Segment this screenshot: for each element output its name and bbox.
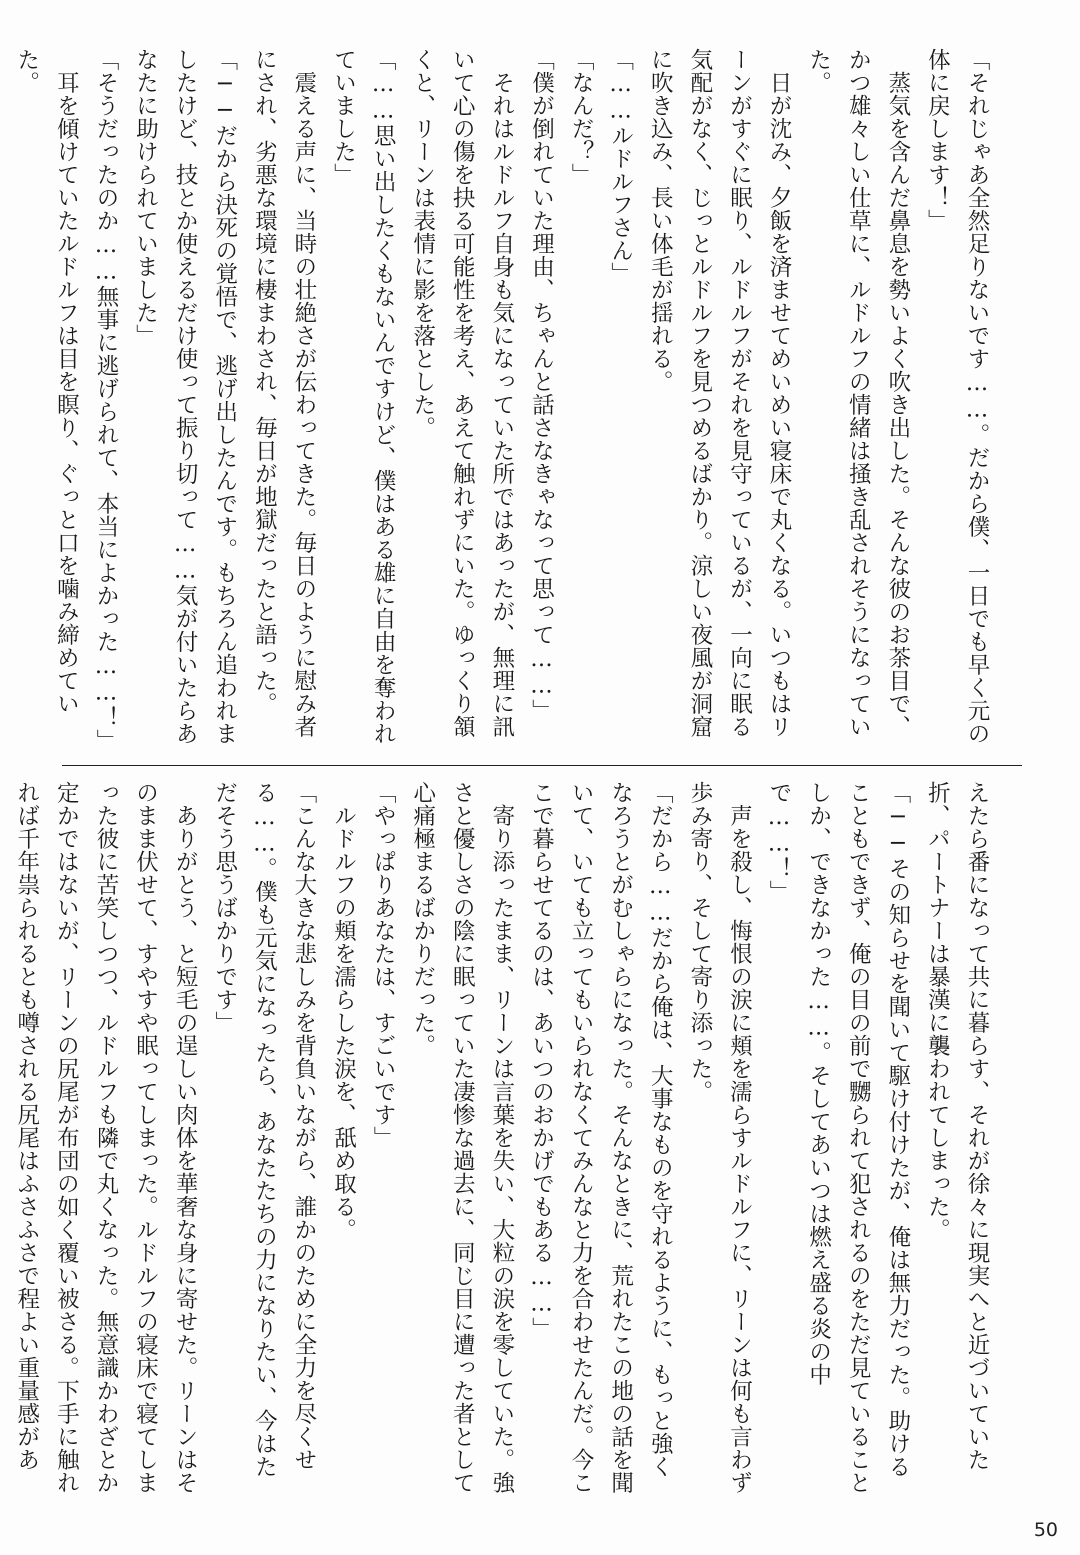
lower-paragraph: 「やっぱりあなたは、すごいです」 [370, 781, 397, 1149]
lower-paragraph: ありがとう、と短毛の逞しい肉体を華奢な身に寄せた。リーンはそのまま伏せて、すやすや眠ってしまった。ルドルフの寝床で寝てしまった彼に苦笑しつつ、ルドルフも隣で丸くなった。無意識かわざとか定かではないが、リーンの尻尾が布団の如く覆い被さる。下手に触れれば千年祟られるとも噂される尻尾はふさふさで程よい重量感があ [13, 781, 199, 1494]
lower-paragraph: 「──その知らせを聞いて駆け付けたが、俺は無力だった。助けることもできず、俺の目の前で嬲られて犯されるのをただ見ていることしか、できなかった……。そしてあいつは燃え盛る炎の中で……！」 [766, 781, 911, 1494]
upper-paragraph [0, 48, 6, 754]
lower-paragraph: 「だから……だから俺は、大事なものを守れるように、もっと強くなろうとがむしゃらになった。そんなときに、荒れたこの地の話を聞いて、いても立ってもいられなくてみんなと力を合わせたんだ。今ここで暮らせてるのは、あいつのおかげでもある……」 [528, 781, 674, 1494]
upper-paragraph: 蒸気を含んだ鼻息を勢いよく吹き出した。そんな彼のお茶目で、かつ雄々しい仕草に、ルドルフの情緒は掻き乱されそうになっていた。 [805, 48, 911, 738]
upper-paragraph: 「──だから決死の覚悟で、逃げ出したんです。もちろん追われましたけど、技とか使えるだけ使って振り切って……気が付いたらあなたに助けられていました」 [132, 48, 238, 745]
upper-paragraph: 「なんだ？」 [568, 48, 595, 186]
lower-paragraph: 「こんな大きな悲しみを背負いながら、誰かのために全力を尽くせる……。僕も元気になったら、あなたたちの力になりたい、今はただそう思うばかりです」 [211, 781, 317, 1478]
upper-paragraph: 「僕が倒れていた理由、ちゃんと話さなきゃなって思って……」 [528, 48, 555, 722]
upper-paragraph: 「そうだったのか……無事に逃げられて、本当によかった……！」 [92, 48, 119, 752]
upper-paragraph: 震える声に、当時の壮絶さが伝わってきた。毎日のように慰み者にされ、劣悪な環境に棲まわされ、毎日が地獄だったと語った。 [251, 48, 317, 738]
upper-text-section [0, 48, 996, 754]
upper-paragraph: 「……思い出したくもないんですけど、僕はある雄に自由を奪われていました」 [330, 48, 397, 745]
lower-paragraph: えたら番になって共に暮らす、それが徐々に現実へと近づいていた折、パートナーは暴漢に襲われてしまった。 [924, 781, 990, 1471]
page-number: 50 [1033, 1519, 1058, 1541]
lower-paragraph: 声を殺し、悔恨の涙に頬を濡らすルドルフに、リーンは何も言わず歩み寄り、そして寄り添った。 [686, 781, 753, 1494]
upper-paragraph: 「それじゃあ全然足りないです……。だから僕、一日でも早く元の体に戻します！」 [924, 48, 990, 745]
upper-paragraph: 耳を傾けていたルドルフは目を瞑り、ぐっと口を噛み締めていた。 [13, 48, 80, 715]
section-divider [62, 765, 1022, 766]
upper-paragraph: 日が沈み、夕飯を済ませてめいめい寝床で丸くなる。いつもはリーンがすぐに眠り、ルドルフがそれを見守っているが、一向に眠る気配がなく、じっとルドルフを見つめるばかり。涼しい夜風が洞窟に吹き込み、長い体毛が揺れる。 [647, 48, 793, 738]
lower-paragraph: ルドルフの頬を濡らした涙を、舐め取る。 [330, 803, 357, 1241]
upper-paragraph: それはルドルフ自身も気になっていた所ではあったが、無理に訊いて心の傷を抉る可能性を考え、あえて触れずにいた。ゆっくり頷くと、リーンは表情に影を落とした。 [409, 48, 515, 738]
lower-text-section [0, 781, 996, 1496]
upper-paragraph: 「……ルドルフさん」 [607, 48, 634, 285]
lower-paragraph: 寄り添ったまま、リーンは言葉を失い、大粒の涙を零していた。強さと優しさの陰に眠っていた凄惨な過去に、同じ目に遭った者として心痛極まるばかりだった。 [409, 781, 515, 1494]
